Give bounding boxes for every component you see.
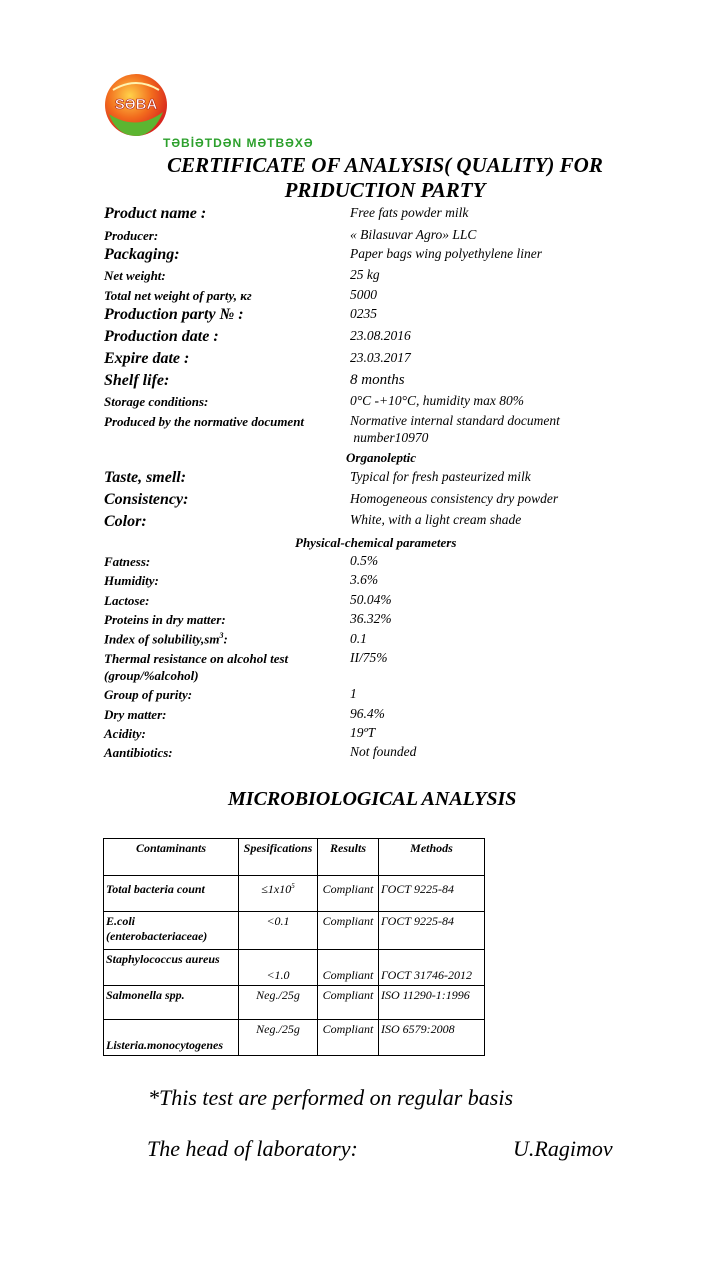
solubility-label-sup: 3 — [219, 631, 224, 640]
table-header-row — [104, 839, 485, 876]
table-cell-contaminant: E.coli (enterobacteriaceae) — [104, 912, 239, 950]
table-cell-method: ГОСТ 9225-84 — [379, 876, 485, 912]
table-cell-spec: Neg./25g — [239, 986, 318, 1020]
physchem-label-thermal: Thermal resistance on alcohol test — [104, 651, 289, 666]
section-heading-microbiological: MICROBIOLOGICAL ANALYSIS — [228, 788, 517, 810]
field-value-total-net-weight: 5000 — [350, 287, 377, 302]
table-row — [104, 876, 485, 912]
field-value-net-weight: 25 kg — [350, 267, 380, 282]
spec-sup: 5 — [291, 882, 295, 890]
brand-logo — [103, 72, 169, 138]
field-value-shelf-life: 8 months — [350, 372, 405, 388]
field-value-packaging: Paper bags wing polyethylene liner — [350, 246, 542, 261]
physchem-value-antibiotics: Not founded — [350, 744, 417, 759]
organoleptic-label-color: Color: — [104, 513, 147, 530]
saba-logo-icon — [103, 72, 169, 138]
table-cell-result: Compliant — [318, 876, 379, 912]
physchem-value-dry-matter: 96.4% — [350, 706, 385, 721]
physchem-value-solubility: 0.1 — [350, 631, 367, 646]
physchem-label-solubility — [104, 631, 228, 647]
table-row — [104, 912, 485, 950]
solubility-label-end: : — [223, 631, 228, 647]
table-cell-spec: <1.0 — [239, 950, 318, 986]
physchem-label-fatness: Fatness: — [104, 554, 151, 569]
organoleptic-label-taste: Taste, smell: — [104, 469, 187, 486]
physchem-label-proteins: Proteins in dry matter: — [104, 612, 226, 627]
field-value-storage: 0°C -+10°C, humidity max 80% — [350, 393, 525, 408]
table-cell-contaminant: Staphylococcus aureus — [104, 950, 239, 986]
physchem-label-antibiotics: Aantibiotics: — [104, 745, 173, 760]
field-label-net-weight: Net weight: — [104, 268, 166, 283]
field-value-normative-doc: Normative internal standard document — [350, 413, 560, 428]
solubility-label-text: Index of solubility,sm — [104, 631, 220, 647]
field-value-production-date: 23.08.2016 — [350, 328, 411, 343]
table-header-contaminants: Contaminants — [104, 839, 239, 876]
field-value-expire-date: 23.03.2017 — [350, 350, 411, 365]
physchem-value-purity: 1 — [350, 686, 357, 701]
physchem-value-acidity: 19ºT — [350, 725, 376, 740]
organoleptic-value-taste: Typical for fresh pasteurized milk — [350, 469, 531, 484]
field-value-producer: « Bilasuvar Agro» LLC — [350, 227, 477, 242]
physchem-value-proteins: 36.32% — [350, 611, 392, 626]
field-label-total-net-weight: Total net weight of party, кг — [104, 288, 252, 303]
table-cell-result: Compliant — [318, 950, 379, 986]
physchem-label-acidity: Acidity: — [104, 726, 146, 741]
table-cell-spec: <0.1 — [239, 912, 318, 950]
table-cell-spec — [239, 876, 318, 912]
organoleptic-label-consistency: Consistency: — [104, 491, 189, 508]
tagline: TƏBİƏTDƏN MƏTBƏXƏ — [163, 136, 314, 150]
table-cell-contaminant: Salmonella spp. — [104, 986, 239, 1020]
table-cell-result: Compliant — [318, 912, 379, 950]
physchem-label-dry-matter: Dry matter: — [104, 707, 167, 722]
physchem-label-thermal-line2: (group/%alcohol) — [104, 668, 199, 683]
field-label-producer: Producer: — [104, 228, 159, 243]
physchem-value-lactose: 50.04% — [350, 592, 392, 607]
table-cell-method: ГОСТ 9225-84 — [379, 912, 485, 950]
field-label-production-date: Production date : — [104, 328, 219, 345]
physchem-label-lactose: Lactose: — [104, 593, 150, 608]
page-title-line-1: CERTIFICATE OF ANALYSIS( QUALITY) FOR — [167, 153, 603, 177]
physchem-value-fatness: 0.5% — [350, 553, 379, 568]
physchem-value-humidity: 3.6% — [350, 572, 379, 587]
microbiology-table — [103, 838, 485, 1056]
field-value-product-name: Free fats powder milk — [350, 205, 469, 220]
head-of-laboratory-name: U.Ragimov — [513, 1136, 613, 1161]
physchem-label-humidity: Humidity: — [104, 573, 159, 588]
table-cell-contaminant: Listeria.monocytogenes — [104, 1020, 239, 1056]
organoleptic-value-color: White, with a light cream shade — [350, 512, 522, 527]
table-header-methods: Methods — [379, 839, 485, 876]
field-label-shelf-life: Shelf life: — [104, 372, 170, 389]
field-label-packaging: Packaging: — [104, 246, 180, 263]
table-cell-method: ГОСТ 31746-2012 — [379, 950, 485, 986]
table-cell-result: Compliant — [318, 1020, 379, 1056]
table-header-results: Results — [318, 839, 379, 876]
field-label-expire-date: Expire date : — [104, 350, 190, 367]
head-of-laboratory-label: The head of laboratory: — [147, 1136, 358, 1161]
field-label-product-name: Product name : — [104, 205, 207, 222]
table-row — [104, 950, 485, 986]
table-row — [104, 1020, 485, 1056]
field-label-normative-doc: Produced by the normative document — [104, 414, 305, 429]
table-row — [104, 986, 485, 1020]
table-cell-contaminant: Total bacteria count — [104, 876, 239, 912]
spec-text: ≤1x10 — [261, 882, 292, 896]
physchem-value-thermal: II/75% — [350, 650, 388, 665]
table-cell-result: Compliant — [318, 986, 379, 1020]
table-cell-method: ISO 11290-1:1996 — [379, 986, 485, 1020]
table-cell-spec: Neg./25g — [239, 1020, 318, 1056]
field-label-storage: Storage conditions: — [104, 394, 209, 409]
regular-basis-note: *This test are performed on regular basis — [148, 1085, 514, 1110]
field-value-normative-doc-number: number10970 — [350, 430, 429, 445]
section-heading-physchem: Physical-chemical parameters — [295, 535, 457, 550]
table-header-specifications: Spesifications — [239, 839, 318, 876]
section-heading-organoleptic: Organoleptic — [346, 450, 417, 465]
field-label-production-party: Production party № : — [104, 306, 244, 323]
page-title-line-2: PRIDUCTION PARTY — [284, 178, 486, 202]
svg-text:SƏBA: SƏBA — [114, 96, 158, 113]
organoleptic-value-consistency: Homogeneous consistency dry powder — [350, 491, 559, 506]
table-cell-method: ISO 6579:2008 — [379, 1020, 485, 1056]
field-value-production-party: 0235 — [350, 306, 377, 321]
physchem-label-purity: Group of purity: — [104, 687, 193, 702]
